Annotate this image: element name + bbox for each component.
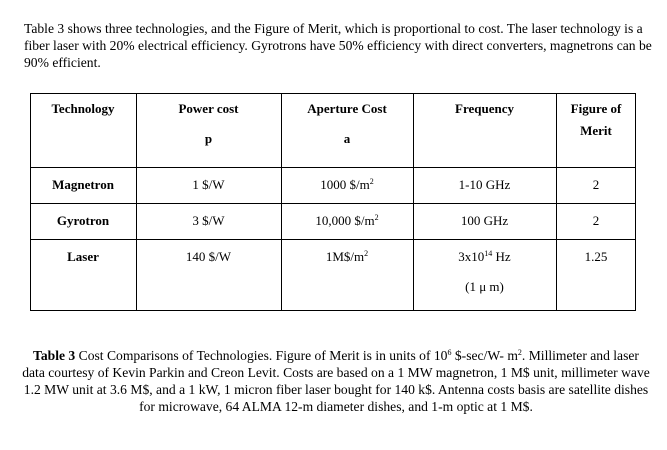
header-frequency: Frequency (455, 101, 514, 116)
table-row (30, 167, 636, 203)
header-technology: Technology (51, 101, 115, 116)
table-header-row (30, 93, 636, 167)
power-cost-symbol: p (204, 131, 213, 146)
row-aperture-cost: 10,000 $\$/m^2$ (315, 213, 379, 228)
table-caption: Table 3 Cost Comparisons of Technologies. Figure of Merit is in units of $10^6$ $-sec/W- $m^2$. Millimeter and laser data courtesy of Kevin Parkin and Creon Levit. Costs are based on a 1 MW magnetron, 1 M$ unit, millimeter wave 1.2 MW unit at 3.6 M$, and a 1 kW, 1 micron fiber laser bought for 140 k$. Antenna costs basis are satellite dishes for microwave, 64 ALMA 12-m diameter dishes, and 1-m optic at 1 M$. (22, 348, 650, 414)
caption-label: Table 3 (33, 348, 76, 363)
table-row (30, 239, 636, 308)
header-figure-of-merit: Figure of Merit (570, 101, 622, 138)
header-aperture-cost: Aperture Cost a (281, 93, 413, 167)
row-frequency: $3x10^{14}$ Hz (1 μ m) (413, 239, 556, 308)
row-figure-of-merit: 2 (592, 213, 600, 228)
row-power-cost: 1 $/W (192, 177, 225, 192)
column-divider (556, 93, 557, 311)
row-frequency: 100 GHz (460, 213, 509, 228)
row-power-cost: 3 $/W (192, 213, 225, 228)
column-divider (281, 93, 282, 311)
row-technology: Laser (67, 249, 99, 264)
row-figure-of-merit: 1.25 (584, 249, 608, 264)
row-power-cost: 140 $/W (185, 249, 232, 264)
row-aperture-cost: $1M\$/m^2$ (325, 249, 369, 264)
table-row (30, 203, 636, 239)
row-divider (30, 203, 636, 204)
cost-comparison-table (30, 93, 636, 308)
row-aperture-cost: 1000 $\$/m^2$ (320, 177, 374, 192)
row-technology: Gyrotron (56, 213, 110, 228)
column-divider (413, 93, 414, 311)
row-divider (30, 239, 636, 240)
aperture-cost-symbol: a (343, 131, 351, 146)
intro-paragraph: Table 3 shows three technologies, and the Figure of Merit, which is proportional to cost. The laser technology is a fiber laser with 20% electrical efficiency. Gyrotrons have 50% efficiency with direct converters, magnetrons can be 90% efficient. (24, 21, 652, 70)
header-power-cost: Power cost p (136, 93, 281, 167)
column-divider (136, 93, 137, 311)
row-wavelength: (1 μ m) (465, 279, 504, 294)
row-technology: Magnetron (52, 177, 114, 192)
row-divider (30, 167, 636, 168)
row-figure-of-merit: 2 (592, 177, 600, 192)
row-frequency: 1-10 GHz (458, 177, 511, 192)
